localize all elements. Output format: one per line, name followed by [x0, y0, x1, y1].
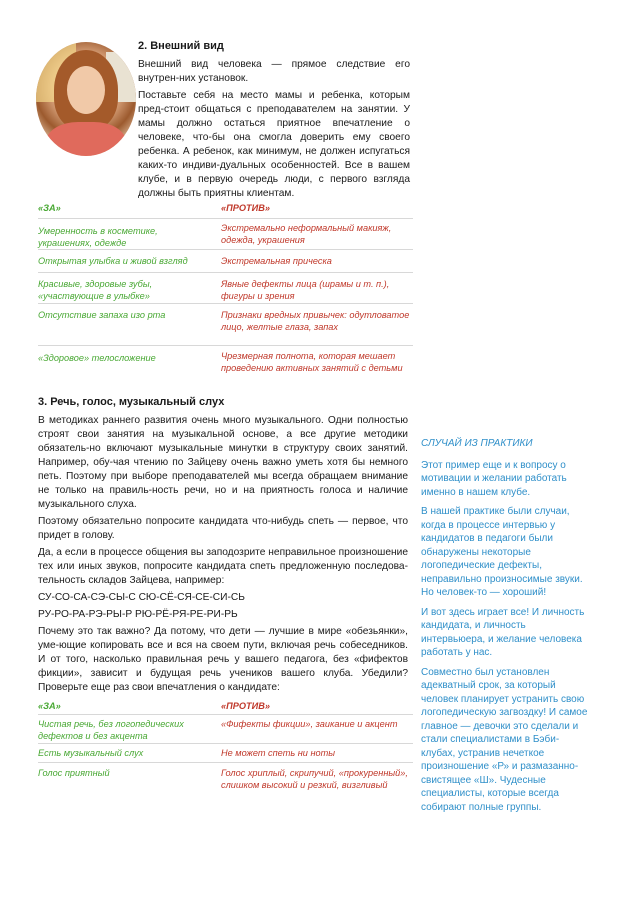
- table1-pro-cell: Умеренность в косметике, украшениях, одежде: [38, 226, 158, 248]
- table2-con-header: «ПРОТИВ»: [221, 701, 270, 711]
- table2-pro-header: «ЗА»: [38, 701, 61, 711]
- case-paragraph: В нашей практике были случаи, когда в процессе интервью у кандидатов в педагоги были обнаружены некоторые логопедические дефекты, неправильно произносимые звуки. Но человек-то — хороший!: [421, 506, 583, 598]
- case-paragraph: Этот пример еще и к вопросу о мотивации и желании работать именно в нашем клубе.: [421, 459, 567, 498]
- table1-con-cell: Экстремальная прическа: [221, 256, 332, 266]
- table2-pro-cell: Голос приятный: [38, 768, 110, 778]
- case-paragraph: Совместно был установлен адекватный срок, за который человек планирует устранить свою логопедическую загвоздку! И самое главное — девочки это сделали и стали специалистами в Бэби-клубах, устранив нечеткое произношение «Р» и размазанно-свистящее «Ш». Чудесные специалисты, которые всегда собирают полные группы.: [421, 666, 588, 813]
- section2-heading: 2. Внешний вид: [138, 40, 224, 52]
- syllables-line: СУ-СО-СА-СЭ-СЫ-С СЮ-СЁ-СЯ-СЕ-СИ-СЬ: [38, 592, 245, 603]
- table2-con-cell: «Фифекты фикции», заикание и акцент: [221, 719, 398, 729]
- author-photo: [36, 42, 136, 156]
- table1-pro-header: «ЗА»: [38, 203, 61, 213]
- section2-paragraph: Поставьте себя на место мамы и ребенка, которым пред-стоит общаться с преподавателем на занятии. У мамы должно остаться приятное впечатление о человеке, что-бы она смогла доверить ему своего ребенка. А ребенок, как минимум, не должен испугаться каких-то индиви-дуальных особенностей. Все в вашем клубе, и в первую очередь люди, с первого взгляда должны быть приятны клиентам.: [138, 90, 410, 199]
- table2-pro-cell: Чистая речь, без логопедических дефектов и без акцента: [38, 719, 184, 741]
- section3-paragraph: В методиках раннего развития очень много музыкального. Одни полностью строят свои занятия на музыкальной основе, а все другие методики обязатель-но включают музыкальные минутки в структуру своих занятий. Например, обу-чая чтению по Зайцеву очень важно уметь хотя бы немного петь. Поэтому при выборе преподавателей мы всегда обращаем внимание не только на правиль-ность речи, но и на приятность голоса и наличие музыкального слуха.: [38, 415, 408, 510]
- table1-con-header: «ПРОТИВ»: [221, 203, 270, 213]
- table1-pro-cell: Красивые, здоровые зубы, «участвующие в улыбке»: [38, 279, 153, 301]
- section3-paragraph: Да, а если в процессе общения вы заподозрите неправильное произношение тех или иных звуков, попросите кандидата спеть предложенную последова-тельность складов Зайцева, например:: [38, 547, 408, 586]
- table1-pro-cell: «Здоровое» телосложение: [38, 353, 156, 363]
- table1-con-cell: Чрезмерная полнота, которая мешает проведению активных занятий с детьми: [221, 351, 403, 373]
- table2-pro-cell: Есть музыкальный слух: [38, 748, 144, 758]
- section3-paragraph: Почему это так важно? Да потому, что дети — лучшие в мире «обезьянки», уме-ющие копировать все и вся на своем пути, включая речь собеседников. И от того, насколько правильная речь у вашего педагога, без «фифектов фикции», зависит и будущая речь учеников вашего клуба. Убедили? Проверьте еще раз свои впечатления о кандидате:: [38, 626, 408, 693]
- table1-pro-cell: Открытая улыбка и живой взгляд: [38, 256, 188, 266]
- table2-con-cell: Голос хриплый, скрипучий, «прокуренный», слишком высокий и резкий, визгливый: [221, 768, 408, 790]
- table1-con-cell: Экстремально неформальный макияж, одежда, украшения: [221, 223, 392, 245]
- section2-paragraph: Внешний вид человека — прямое следствие его внутрен-них установок.: [138, 59, 410, 84]
- case-paragraph: И вот здесь играет все! И личность кандидата, и личность интервьюера, и желание человека работать у нас.: [421, 606, 585, 658]
- syllables-line: РУ-РО-РА-РЭ-РЫ-Р РЮ-РЁ-РЯ-РЕ-РИ-РЬ: [38, 609, 238, 620]
- section3-heading: 3. Речь, голос, музыкальный слух: [38, 396, 225, 408]
- section2-body: [138, 58, 410, 204]
- table2-con-cell: Не может спеть ни ноты: [221, 748, 336, 758]
- table1-con-cell: Явные дефекты лица (шрамы и т. п.), фигуры и зрения: [221, 279, 390, 301]
- case-title: СЛУЧАЙ ИЗ ПРАКТИКИ: [421, 438, 533, 449]
- case-sidebar: [421, 437, 591, 820]
- section3-paragraph: Поэтому обязательно попросите кандидата что-нибудь спеть — первое, что придет в голову.: [38, 516, 408, 541]
- section3-body: [38, 414, 408, 698]
- table1-pro-cell: Отсутствие запаха изо рта: [38, 310, 166, 320]
- table1-con-cell: Признаки вредных привычек: одутловатое лицо, желтые глаза, запах: [221, 310, 410, 332]
